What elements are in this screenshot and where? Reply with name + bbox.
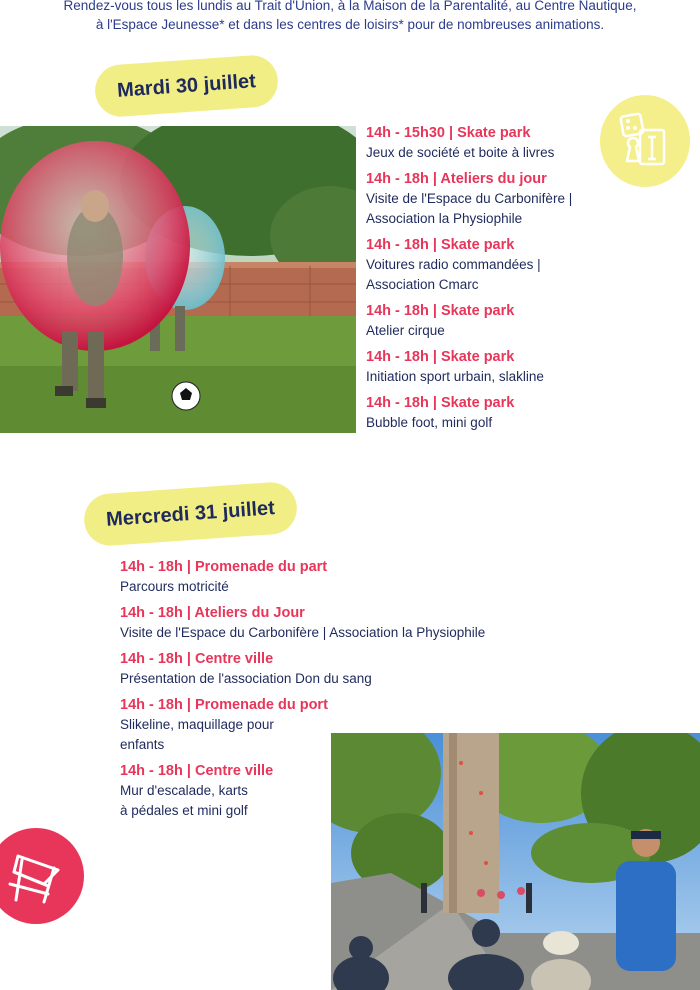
deckchair-icon [0, 828, 84, 924]
event-time: 14h - 18h | Promenade du port [120, 697, 328, 713]
event-item [366, 302, 666, 341]
event-desc: Voitures radio commandées | [366, 257, 541, 272]
intro-line-2: à l'Espace Jeunesse* et dans les centres de loisirs* pour de nombreuses animations. [95, 17, 605, 32]
event-desc: Visite de l'Espace du Carbonifère | Association la Physiophile [120, 625, 486, 640]
event-time: 14h - 15h30 | Skate park [366, 125, 531, 141]
bubble-foot-photo [0, 126, 356, 433]
event-time: 14h - 18h | Skate park [366, 237, 515, 253]
event-desc: Association la Physiophile [366, 211, 523, 226]
day-title-mercredi [82, 481, 298, 548]
event-desc: à pédales et mini golf [120, 803, 248, 818]
event-desc: Bubble foot, mini golf [366, 415, 493, 430]
intro-text [0, 0, 700, 34]
event-time: 14h - 18h | Ateliers du jour [366, 171, 547, 187]
event-desc: Mur d'escalade, karts [120, 783, 248, 798]
event-desc: enfants [120, 737, 165, 752]
event-desc: Présentation de l'association Don du sang [120, 671, 372, 686]
event-time: 14h - 18h | Centre ville [120, 651, 274, 667]
event-item [366, 170, 666, 229]
event-desc: Parcours motricité [120, 579, 229, 594]
event-time: 14h - 18h | Skate park [366, 303, 515, 319]
event-time: 14h - 18h | Skate park [366, 395, 515, 411]
day-title-label: Mercredi 31 juillet [105, 496, 276, 531]
event-item [120, 558, 580, 597]
event-desc: Jeux de société et boite à livres [366, 145, 555, 160]
deckchair-badge [0, 828, 84, 924]
event-time: 14h - 18h | Ateliers du Jour [120, 605, 305, 621]
event-item [366, 348, 666, 387]
event-desc: Visite de l'Espace du Carbonifère | [366, 191, 573, 206]
climbing-wall-photo [331, 733, 700, 990]
event-desc: Initiation sport urbain, slakline [366, 369, 544, 384]
event-desc: Atelier cirque [366, 323, 445, 338]
event-time: 14h - 18h | Skate park [366, 349, 515, 365]
event-item [120, 604, 580, 643]
day-title-mardi [93, 54, 279, 119]
schedule-mardi [366, 124, 666, 440]
intro-line-1: Rendez-vous tous les lundis au Trait d'Union, à la Maison de la Parentalité, au Centre Nautique, [63, 0, 637, 13]
event-desc: Association Cmarc [366, 277, 479, 292]
event-time: 14h - 18h | Centre ville [120, 763, 274, 779]
event-time: 14h - 18h | Promenade du part [120, 559, 328, 575]
event-item [366, 236, 666, 295]
day-title-label: Mardi 30 juillet [116, 69, 257, 102]
event-item [120, 650, 580, 689]
event-item [366, 394, 666, 433]
event-desc: Slikeline, maquillage pour [120, 717, 274, 732]
event-item [366, 124, 666, 163]
